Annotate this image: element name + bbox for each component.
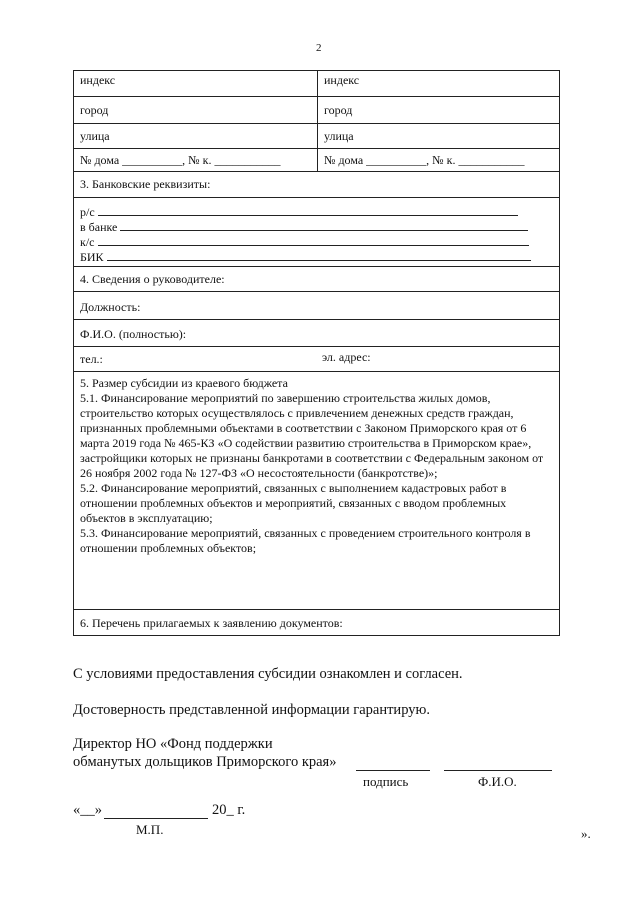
head-heading: 4. Сведения о руководителе: bbox=[74, 267, 560, 292]
agreement-statement: С условиями предоставления субсидии ознакомлен и согласен. bbox=[73, 666, 463, 682]
street-field-left[interactable]: улица bbox=[74, 124, 318, 149]
rs-label: р/с bbox=[80, 205, 95, 219]
date-year: 20_ г. bbox=[212, 802, 246, 818]
position-field[interactable]: Должность: bbox=[74, 292, 560, 320]
date-day: «__» bbox=[73, 802, 102, 818]
house-field-right[interactable]: № дома __________, № к. ___________ bbox=[318, 149, 560, 172]
signature-label: подпись bbox=[363, 774, 409, 789]
rs-input-line[interactable] bbox=[98, 204, 518, 216]
fio-line[interactable] bbox=[444, 770, 552, 771]
ks-label: к/с bbox=[80, 235, 95, 249]
city-field-left[interactable]: город bbox=[74, 97, 318, 124]
subsidy-item-5-3: 5.3. Финансирование мероприятий, связанных с проведением строительного контроля в отношении проблемных объектов; bbox=[80, 526, 531, 555]
bank-input-line[interactable] bbox=[120, 219, 528, 231]
application-form-table bbox=[73, 70, 560, 636]
email-label: эл. адрес: bbox=[322, 350, 371, 364]
street-field-right[interactable]: улица bbox=[318, 124, 560, 149]
subsidy-heading: 5. Размер субсидии из краевого бюджета bbox=[80, 376, 288, 390]
subsidy-section bbox=[74, 372, 560, 610]
contacts-row[interactable] bbox=[74, 347, 560, 372]
index-field-right[interactable]: индекс bbox=[318, 71, 560, 97]
index-field-left[interactable]: индекс bbox=[74, 71, 318, 97]
ks-input-line[interactable] bbox=[98, 234, 529, 246]
fio-field[interactable]: Ф.И.О. (полностью): bbox=[74, 320, 560, 347]
subsidy-item-5-1: 5.1. Финансирование мероприятий по завершению строительства жилых домов, строительство которых осуществлялось с привлечением денежных средств граждан, признанных проблемными объектами в соответствии с Законом Приморского края от 6 марта 2019 года № 465-КЗ «О содействии развитию строительства в Приморском крае», застройщики которых не признаны банкротами в соответствии с Федеральным законом от 26 ноября 2002 года № 127-ФЗ «О несостоятельности (банкротстве)»; bbox=[80, 391, 544, 480]
bik-label: БИК bbox=[80, 250, 104, 264]
date-month-line[interactable] bbox=[104, 818, 208, 819]
bik-input-line[interactable] bbox=[107, 249, 531, 261]
page-number: 2 bbox=[316, 42, 322, 54]
phone-label: тел.: bbox=[80, 352, 103, 366]
director-line-1: Директор НО «Фонд поддержки bbox=[73, 736, 273, 752]
stamp-label: М.П. bbox=[136, 822, 164, 837]
bank-label: в банке bbox=[80, 220, 118, 234]
documents-heading: 6. Перечень прилагаемых к заявлению документов: bbox=[74, 610, 560, 636]
signature-line[interactable] bbox=[356, 770, 430, 771]
closing-quote: ». bbox=[581, 826, 591, 841]
bank-heading: 3. Банковские реквизиты: bbox=[74, 172, 560, 198]
subsidy-item-5-2: 5.2. Финансирование мероприятий, связанных с выполнением кадастровых работ в отношении проблемных объектов и мероприятий, связанных с вводом проблемных объектов в эксплуатацию; bbox=[80, 481, 507, 525]
bank-details bbox=[74, 198, 560, 267]
guarantee-statement: Достоверность представленной информации гарантирую. bbox=[73, 702, 430, 718]
city-field-right[interactable]: город bbox=[318, 97, 560, 124]
house-field-left[interactable]: № дома __________, № к. ___________ bbox=[74, 149, 318, 172]
director-line-2: обманутых дольщиков Приморского края» bbox=[73, 754, 337, 770]
fio-label: Ф.И.О. bbox=[478, 774, 517, 789]
